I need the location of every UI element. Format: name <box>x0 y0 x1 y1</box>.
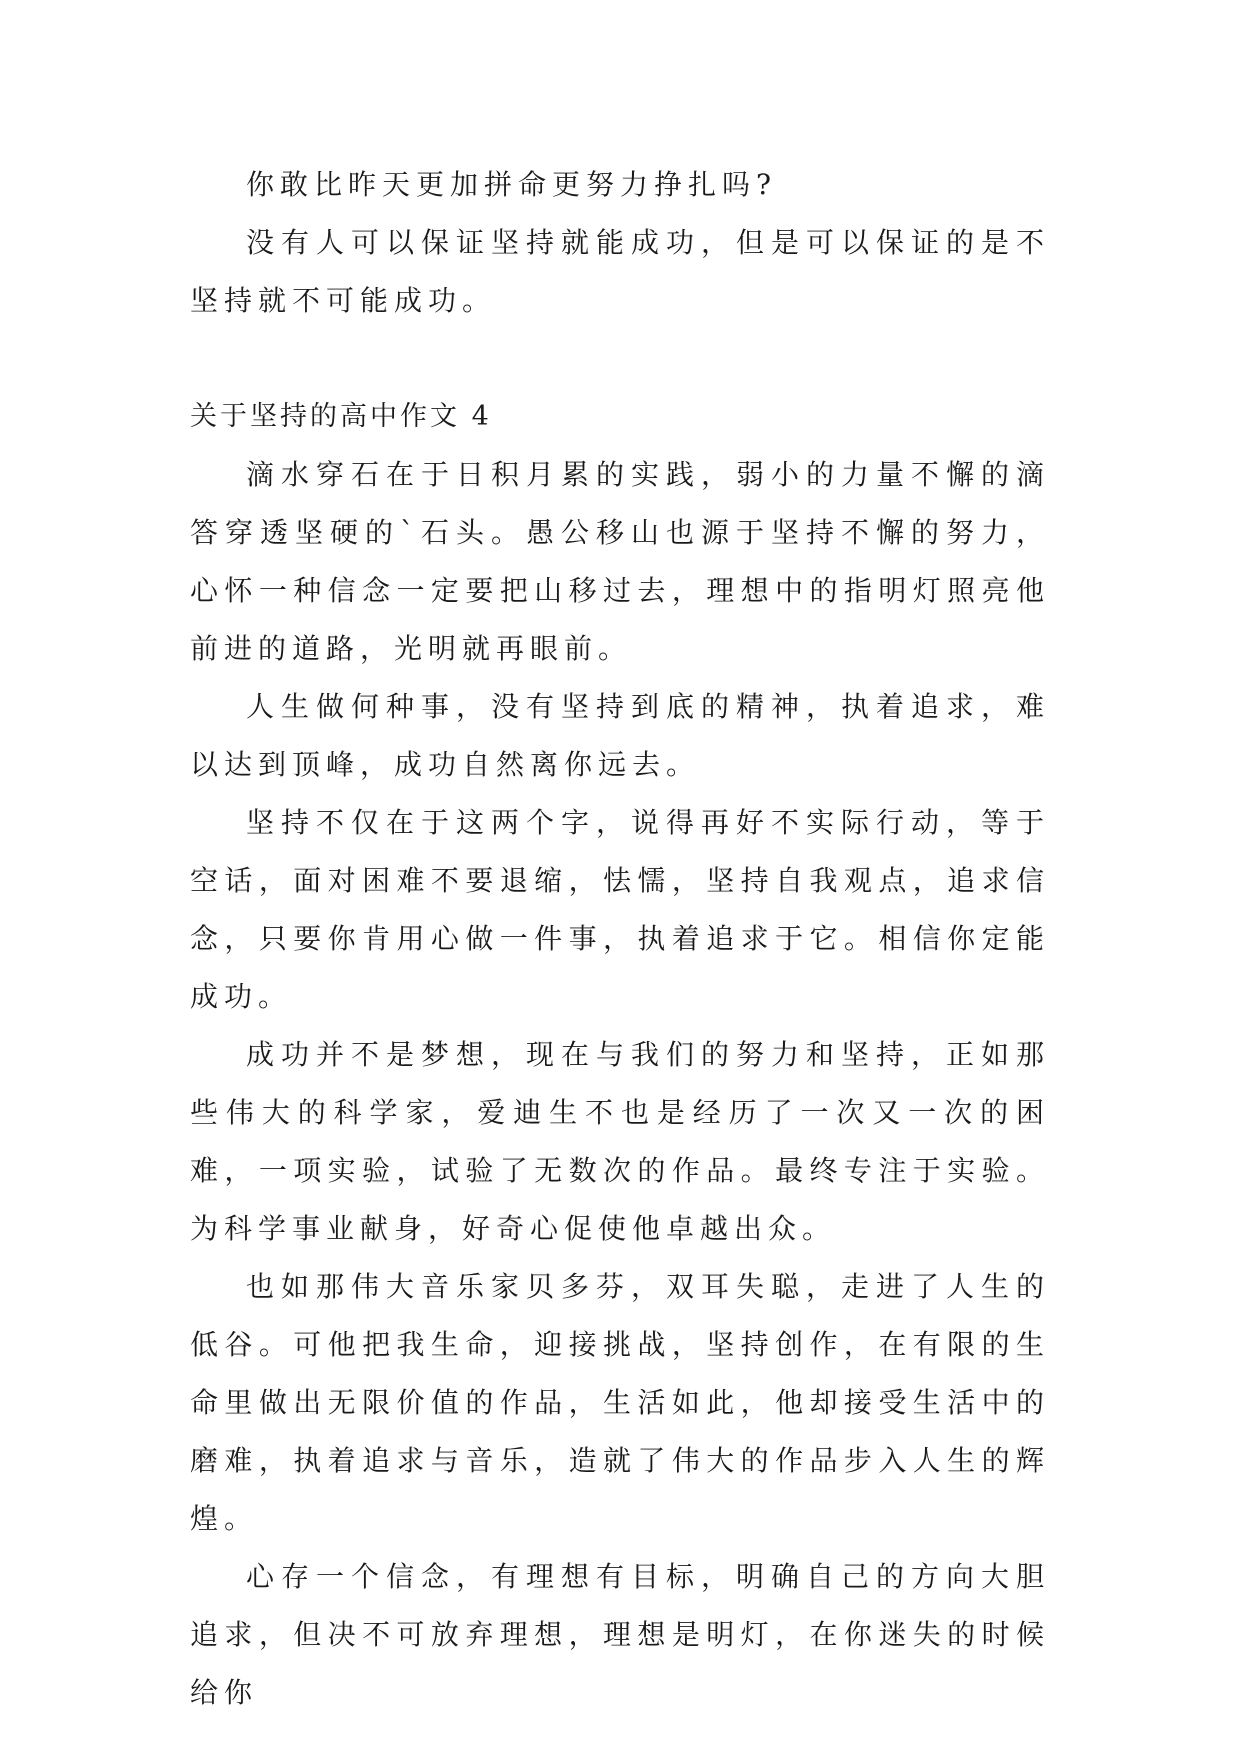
paragraph: 心存一个信念，有理想有目标，明确自己的方向大胆追求，但决不可放弃理想，理想是明灯，在你迷失的时候给你 <box>190 1560 1050 1709</box>
section-title: 关于坚持的高中作文 4 <box>190 401 492 432</box>
paragraph: 人生做何种事，没有坚持到底的精神，执着追求，难以达到顶峰，成功自然离你远去。 <box>190 690 1050 781</box>
paragraph: 滴水穿石在于日积月累的实践，弱小的力量不懈的滴答穿透坚硬的`石头。愚公移山也源于坚持不懈的努力，心怀一种信念一定要把山移过去，理想中的指明灯照亮他前进的道路，光明就再眼前。 <box>190 458 1050 665</box>
paragraph: 没有人可以保证坚持就能成功，但是可以保证的是不坚持就不可能成功。 <box>190 226 1050 317</box>
paragraph: 你敢比昨天更加拼命更努力挣扎吗? <box>246 168 778 201</box>
paragraph: 坚持不仅在于这两个字，说得再好不实际行动，等于空话，面对困难不要退缩，怯懦，坚持自我观点，追求信念，只要你肯用心做一件事，执着追求于它。相信你定能成功。 <box>190 806 1050 1013</box>
paragraph: 成功并不是梦想，现在与我们的努力和坚持，正如那些伟大的科学家，爱迪生不也是经历了一次又一次的困难，一项实验，试验了无数次的作品。最终专注于实验。为科学事业献身，好奇心促使他卓越出众。 <box>190 1038 1050 1245</box>
paragraph: 也如那伟大音乐家贝多芬，双耳失聪，走进了人生的低谷。可他把我生命，迎接挑战，坚持创作，在有限的生命里做出无限价值的作品，生活如此，他却接受生活中的磨难，执着追求与音乐，造就了伟大的作品步入人生的辉煌。 <box>190 1270 1050 1535</box>
document-body <box>190 156 1050 1722</box>
blank-line <box>190 330 1050 388</box>
